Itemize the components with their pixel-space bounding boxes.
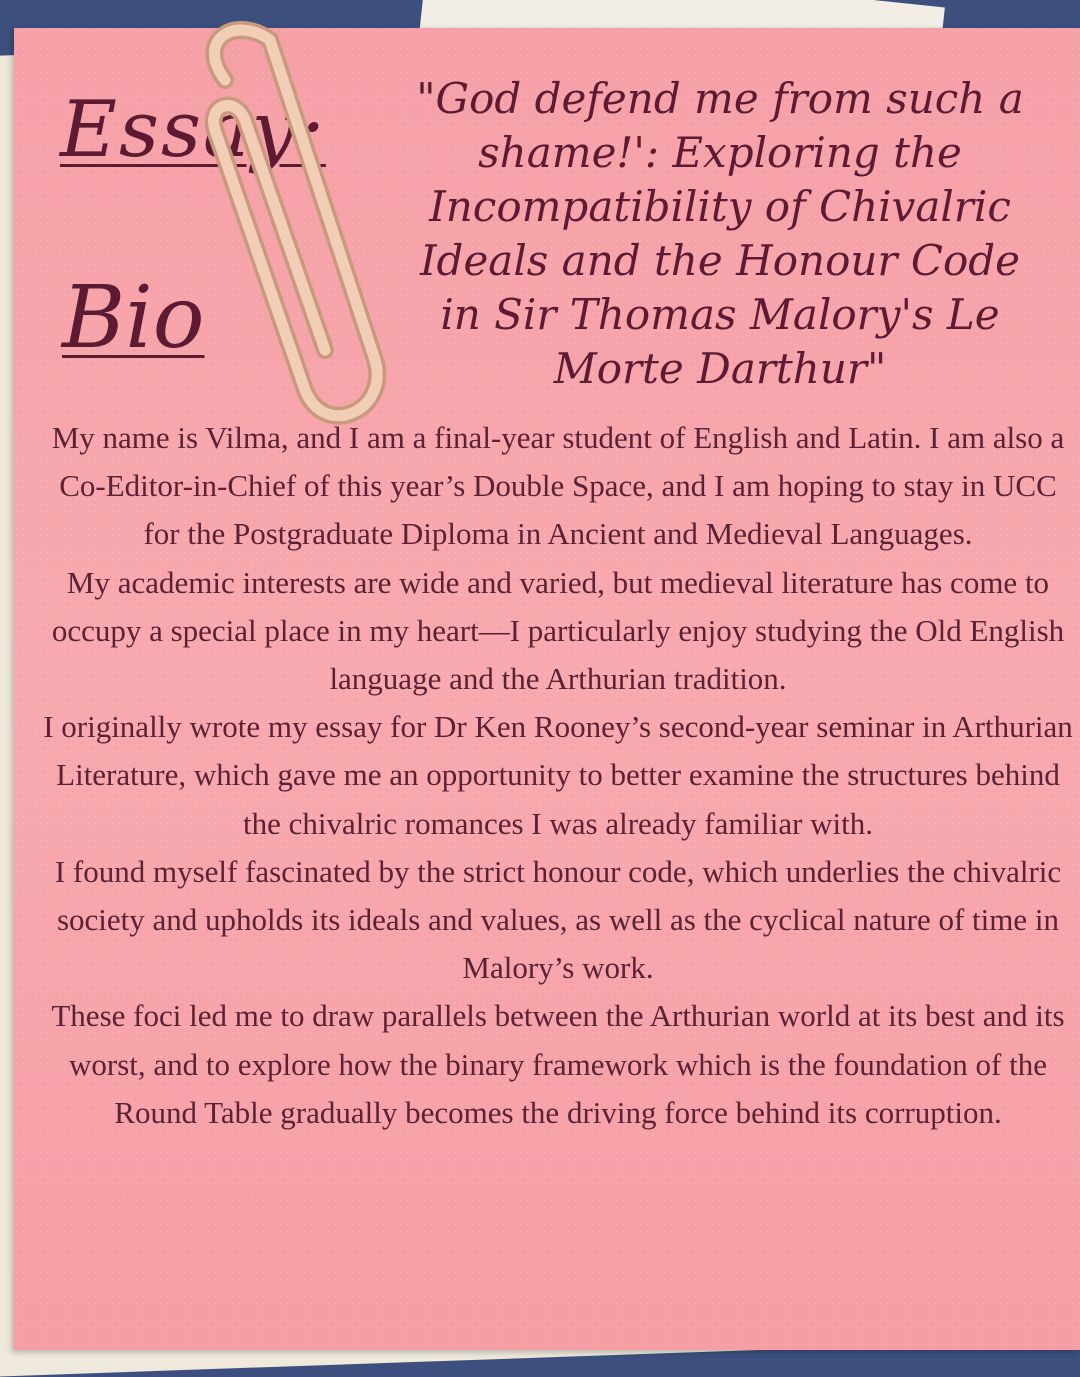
bio-text	[40, 414, 1076, 1137]
bio-paragraph-3: I originally wrote my essay for Dr Ken Rooney’s second-year seminar in Arthurian Literature, which gave me an opportunity to better examine the structures behind the chivalric romances I was already familiar with.	[43, 709, 1073, 841]
bio-paragraph-5: These foci led me to draw parallels between the Arthurian world at its best and its worst, and to explore how the binary framework which is the foundation of the Round Table gradually becomes the driving force behind its corruption.	[51, 998, 1065, 1130]
paperclip-icon	[175, 20, 405, 430]
bio-heading: Bio	[62, 268, 205, 368]
bio-paragraph-1: My name is Vilma, and I am a final-year student of English and Latin. I am also a Co-Editor-in-Chief of this year’s Double Space, and I am hoping to stay in UCC for the Postgraduate Diploma in Ancient and Medieval Languages.	[51, 420, 1065, 552]
essay-title: "God defend me from such a shame!': Exploring the Incompatibility of Chivalric Ideals and the Honour Code in Sir Thomas Malory's Le Morte Darthur"	[416, 74, 1024, 393]
bio-paragraph-2: My academic interests are wide and varied, but medieval literature has come to occupy a special place in my heart—I particularly enjoy studying the Old English language and the Arthurian tradition.	[51, 564, 1065, 697]
bio-paragraph-4: I found myself fascinated by the strict honour code, which underlies the chivalric society and upholds its ideals and values, as well as the cyclical nature of time in Malory’s work.	[54, 853, 1062, 986]
essay-heading: Essay:	[60, 85, 326, 175]
